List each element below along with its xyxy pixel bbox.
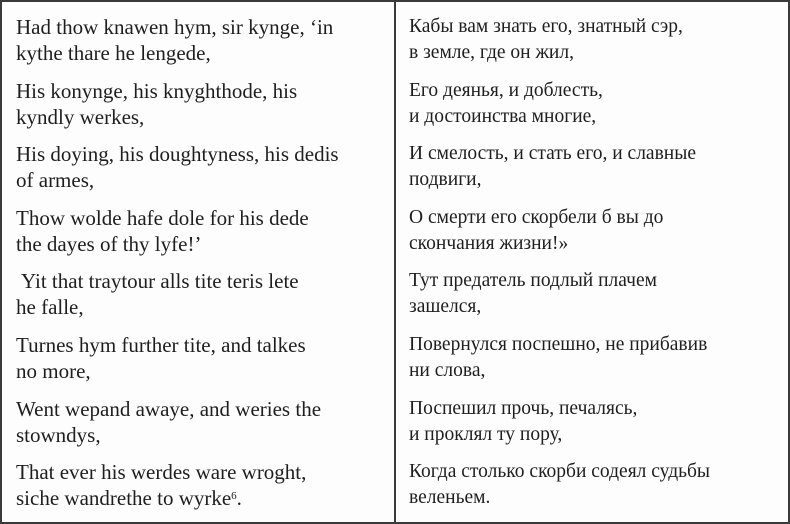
stanza-translation [409, 14, 780, 78]
verse-line: Yit that traytour alls tite teris lete [21, 269, 299, 294]
stanza-translation [409, 141, 780, 205]
verse-line: и проклял ту пору, [409, 423, 563, 445]
verse-line: His doying, his doughtyness, his dedis [16, 142, 339, 167]
stanza-original [16, 268, 386, 332]
verse-line: и достоинства многие, [409, 105, 597, 127]
verse-line: зашелся, [409, 296, 482, 318]
verse-line: Поспешил прочь, печалясь, [409, 397, 638, 419]
verse-line: ни слова, [409, 359, 486, 381]
verse-line: веленьем. [409, 487, 491, 509]
verse-line-text: siche wandrethe to wyrke [16, 486, 232, 511]
verse-line: О смерти его скорбели б вы до [409, 206, 664, 228]
stanza-translation [409, 268, 780, 332]
verse-line: the dayes of thy lyfe!’ [16, 231, 202, 256]
stanza-original [16, 141, 386, 205]
verse-line [16, 485, 386, 511]
verse-line: Тут предатель подлый плачем [409, 270, 657, 292]
verse-line: в земле, где он жил, [409, 42, 574, 63]
verse-line: stowndys, [16, 422, 101, 447]
stanza-original [16, 459, 386, 523]
stanza-original [16, 205, 386, 269]
stanza-translation [409, 205, 780, 269]
verse-line: скончания жизни!» [409, 232, 569, 254]
original-text-column [2, 2, 396, 522]
verse-line: kythe thare he lengede, [16, 41, 211, 65]
stanza-translation [409, 396, 780, 460]
verse-line: kyndly werkes, [16, 104, 145, 129]
footnote-marker[interactable]: 6 [231, 490, 237, 503]
verse-line: he falle, [16, 295, 84, 320]
verse-line: Когда столько скорби содеял судьбы [409, 461, 711, 483]
stanza-original [16, 78, 386, 142]
stanza-original [16, 14, 386, 78]
verse-line-punctuation: . [236, 486, 242, 511]
verse-line: Кабы вам знать его, знатный сэр, [409, 16, 683, 37]
stanza-translation [409, 78, 780, 142]
verse-line: Thow wolde hafe dole for his dede [16, 205, 309, 230]
verse-line: Повернулся поспешно, не прибавив [409, 333, 708, 355]
verse-line: И смелость, и стать его, и славные [409, 143, 696, 165]
verse-line: of armes, [16, 168, 95, 193]
stanza-original [16, 332, 386, 396]
stanza-original [16, 396, 386, 460]
translation-column [396, 2, 788, 522]
verse-line: His konynge, his knyghthode, his [16, 78, 298, 103]
verse-line: Turnes hym further tite, and talkes [16, 332, 306, 357]
verse-line: подвиги, [409, 169, 482, 191]
stanza-translation [409, 459, 780, 523]
stanza-translation [409, 332, 780, 396]
verse-line: Went wepand awaye, and weries the [16, 396, 322, 421]
verse-line: Had thow knawen hym, sir kynge, ‘in [16, 15, 334, 39]
verse-line: That ever his werdes ware wroght, [16, 460, 307, 485]
verse-line: Его деянья, и доблесть, [409, 79, 603, 101]
verse-line: no more, [16, 358, 91, 383]
